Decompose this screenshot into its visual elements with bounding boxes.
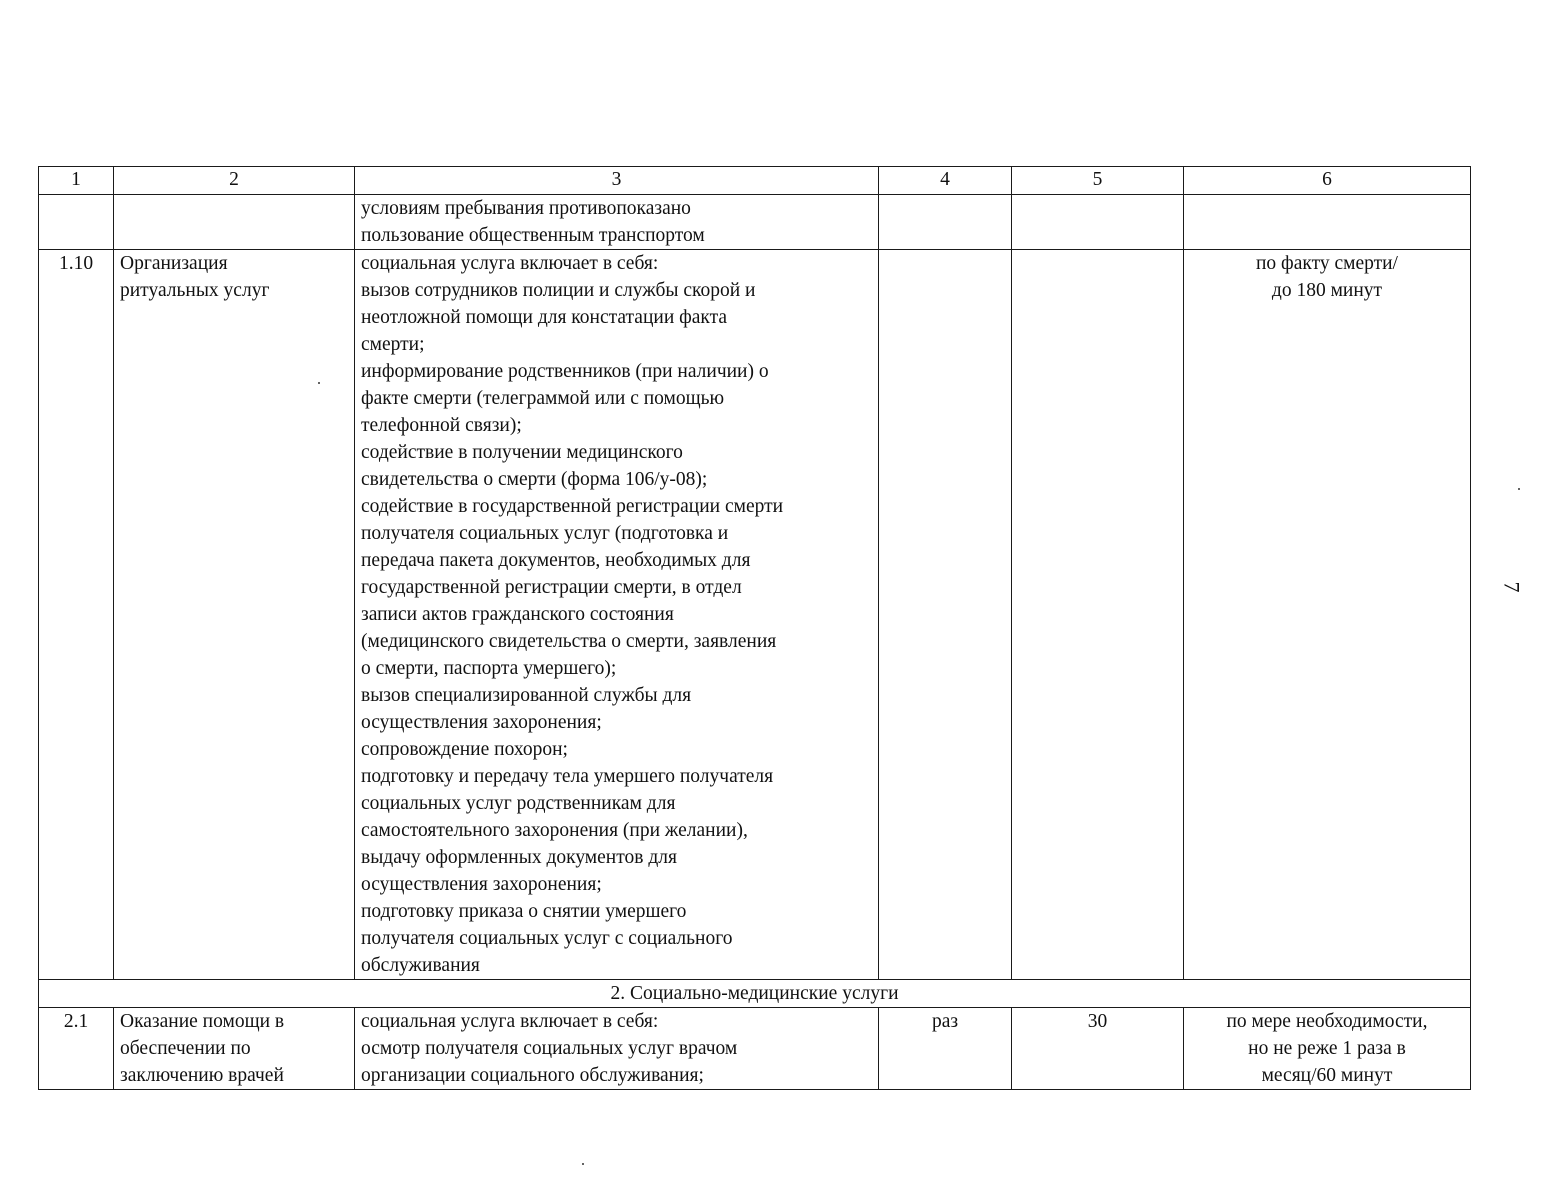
- row-number: 1.10: [39, 250, 114, 980]
- description-line: выдачу оформленных документов для: [361, 847, 677, 868]
- table-row-2-1: [39, 1008, 1471, 1090]
- description-line: получателя социальных услуг (подготовка и: [361, 523, 729, 544]
- scan-speck: [318, 382, 320, 384]
- description-line: содействие в получении медицинского: [361, 442, 683, 463]
- cont-description-cell: [355, 195, 879, 250]
- description-line: социальная услуга включает в себя:: [361, 1011, 659, 1032]
- description-line: получателя социальных услуг с социального: [361, 928, 733, 949]
- description-line: вызов сотрудников полиции и службы скорой и: [361, 280, 756, 301]
- header-col-3: 3: [355, 167, 879, 195]
- page-number: 7: [1499, 581, 1525, 593]
- description-line: подготовку приказа о снятии умершего: [361, 901, 687, 922]
- description-line: записи актов гражданского состояния: [361, 604, 674, 625]
- cont-count-cell: [1012, 195, 1184, 250]
- services-table: [38, 166, 1471, 1090]
- description-line: организации социального обслуживания;: [361, 1065, 704, 1086]
- description-line: информирование родственников (при наличии) о: [361, 361, 769, 382]
- frequency-line: до 180 минут: [1271, 280, 1383, 301]
- cont-line: пользование общественным транспортом: [361, 225, 705, 246]
- description-line: неотложной помощи для констатации факта: [361, 307, 728, 328]
- description-line: факте смерти (телеграммой или с помощью: [361, 388, 725, 409]
- description-line: передача пакета документов, необходимых для: [361, 550, 751, 571]
- cont-num-cell: [39, 195, 114, 250]
- description-line: вызов специализированной службы для: [361, 685, 692, 706]
- cont-name-cell: [114, 195, 355, 250]
- header-row: [39, 167, 1471, 195]
- count-cell: 30: [1012, 1008, 1184, 1090]
- description-line: содействие в государственной регистрации смерти: [361, 496, 784, 517]
- cont-unit-cell: [879, 195, 1012, 250]
- scan-speck: [582, 1163, 584, 1165]
- section-title: 2. Социально-медицинские услуги: [39, 980, 1471, 1008]
- service-name-cell: [114, 1008, 355, 1090]
- description-line: осуществления захоронения;: [361, 874, 602, 895]
- service-description-cell: [355, 250, 879, 980]
- description-line: государственной регистрации смерти, в отдел: [361, 577, 742, 598]
- header-col-2: 2: [114, 167, 355, 195]
- cont-frequency-cell: [1184, 195, 1471, 250]
- description-line: обслуживания: [361, 955, 480, 976]
- description-line: сопровождение похорон;: [361, 739, 568, 760]
- unit-cell: раз: [879, 1008, 1012, 1090]
- frequency-line: но не реже 1 раза в: [1248, 1038, 1406, 1059]
- description-line: социальных услуг родственникам для: [361, 793, 676, 814]
- service-name-cell: [114, 250, 355, 980]
- scan-speck: [1518, 488, 1520, 490]
- description-line: (медицинского свидетельства о смерти, заявления: [361, 631, 777, 652]
- description-line: социальная услуга включает в себя:: [361, 253, 659, 274]
- header-col-5: 5: [1012, 167, 1184, 195]
- service-name-line: обеспечении по: [120, 1038, 251, 1059]
- service-name-line: ритуальных услуг: [120, 280, 270, 301]
- frequency-line: месяц/60 минут: [1261, 1065, 1393, 1086]
- description-line: телефонной связи);: [361, 415, 522, 436]
- description-line: о смерти, паспорта умершего);: [361, 658, 617, 679]
- description-line: осмотр получателя социальных услуг врачом: [361, 1038, 738, 1059]
- continuation-row: [39, 195, 1471, 250]
- description-line: смерти;: [361, 334, 425, 355]
- description-line: самостоятельного захоронения (при желании),: [361, 820, 748, 841]
- unit-cell: [879, 250, 1012, 980]
- frequency-cell: [1184, 250, 1471, 980]
- count-cell: [1012, 250, 1184, 980]
- cont-line: условиям пребывания противопоказано: [361, 198, 691, 219]
- description-line: свидетельства о смерти (форма 106/у-08);: [361, 469, 708, 490]
- table-row-1-10: [39, 250, 1471, 980]
- service-name-line: Организация: [120, 253, 228, 274]
- header-col-1: 1: [39, 167, 114, 195]
- service-name-line: заключению врачей: [120, 1065, 284, 1086]
- header-col-4: 4: [879, 167, 1012, 195]
- header-col-6: 6: [1184, 167, 1471, 195]
- description-line: осуществления захоронения;: [361, 712, 602, 733]
- frequency-cell: [1184, 1008, 1471, 1090]
- frequency-line: по факту смерти/: [1256, 253, 1398, 274]
- service-name-line: Оказание помощи в: [120, 1011, 285, 1032]
- service-description-cell: [355, 1008, 879, 1090]
- description-line: подготовку и передачу тела умершего получателя: [361, 766, 774, 787]
- section-heading-row: [39, 980, 1471, 1008]
- frequency-line: по мере необходимости,: [1226, 1011, 1428, 1032]
- row-number: 2.1: [39, 1008, 114, 1090]
